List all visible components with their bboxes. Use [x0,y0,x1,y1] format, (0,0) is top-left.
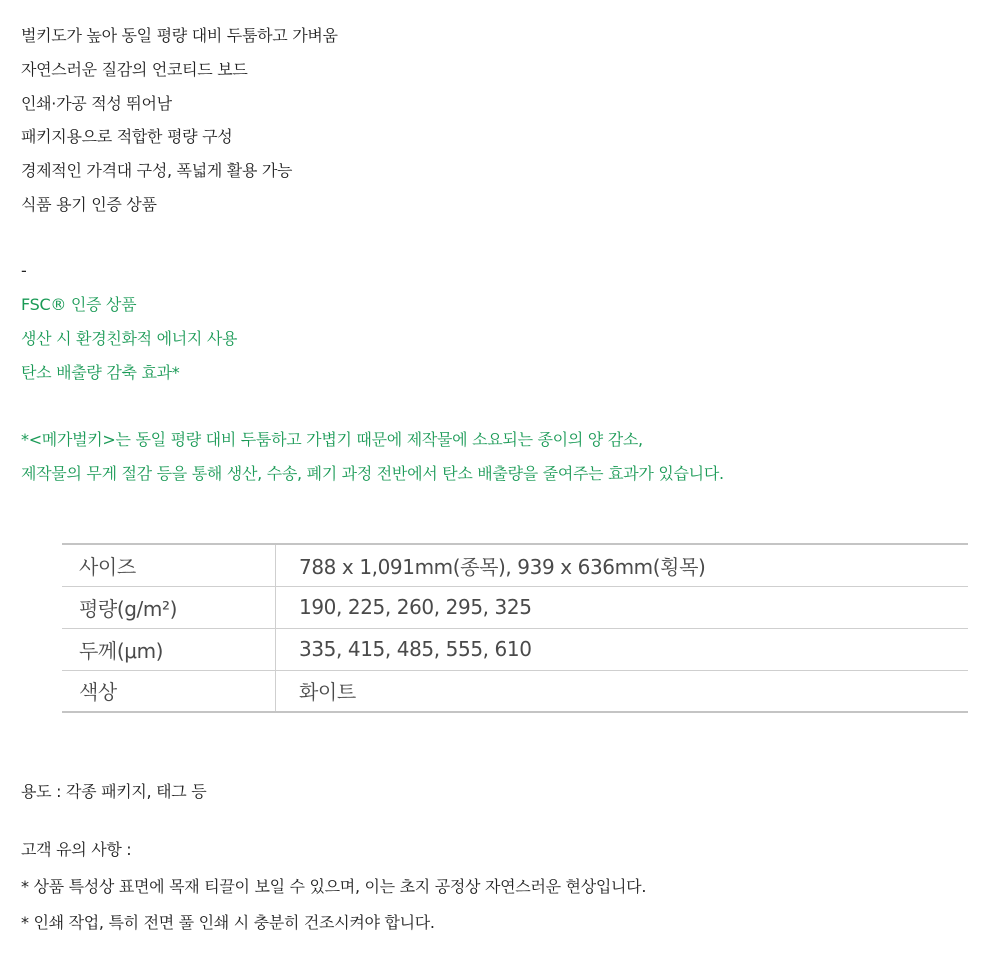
feature-line: 인쇄·가공 적성 뛰어남 [21,94,172,113]
spec-value: 788 x 1,091mm(종목), 939 x 636mm(횡목) [276,544,969,586]
spec-label: 두께(μm) [62,628,276,670]
spec-value: 화이트 [276,670,969,712]
usage-text: 용도 : 각종 패키지, 태그 등 [21,782,207,801]
table-row [62,628,968,670]
spec-label: 색상 [62,670,276,712]
caution-line: * 상품 특성상 표면에 목재 티끌이 보일 수 있으며, 이는 초지 공정상 자연스러운 현상입니다. [21,877,647,896]
feature-line: 경제적인 가격대 구성, 폭넓게 활용 가능 [21,161,293,180]
caution-title: 고객 유의 사항 : [21,840,132,859]
section-divider: - [21,261,27,280]
spec-value: 335, 415, 485, 555, 610 [276,628,969,670]
feature-line: 식품 용기 인증 상품 [21,195,157,214]
table-row [62,586,968,628]
eco-line: 탄소 배출량 감축 효과* [21,363,180,382]
spec-table [62,543,968,713]
spec-label: 평량(g/m²) [62,586,276,628]
spec-label: 사이즈 [62,544,276,586]
feature-line: 자연스러운 질감의 언코티드 보드 [21,60,248,79]
table-row [62,670,968,712]
table-row [62,544,968,586]
spec-value: 190, 225, 260, 295, 325 [276,586,969,628]
eco-line: 생산 시 환경친화적 에너지 사용 [21,329,238,348]
eco-note-line: *<메가벌키>는 동일 평량 대비 두툼하고 가볍기 때문에 제작물에 소요되는 종이의 양 감소, [21,430,643,449]
feature-line: 패키지용으로 적합한 평량 구성 [21,127,233,146]
eco-line: FSC® 인증 상품 [21,295,137,314]
eco-note-line: 제작물의 무게 절감 등을 통해 생산, 수송, 폐기 과정 전반에서 탄소 배출량을 줄여주는 효과가 있습니다. [21,464,724,483]
caution-line: * 인쇄 작업, 특히 전면 풀 인쇄 시 충분히 건조시켜야 합니다. [21,913,435,932]
feature-line: 벌키도가 높아 동일 평량 대비 두툼하고 가벼움 [21,26,338,45]
